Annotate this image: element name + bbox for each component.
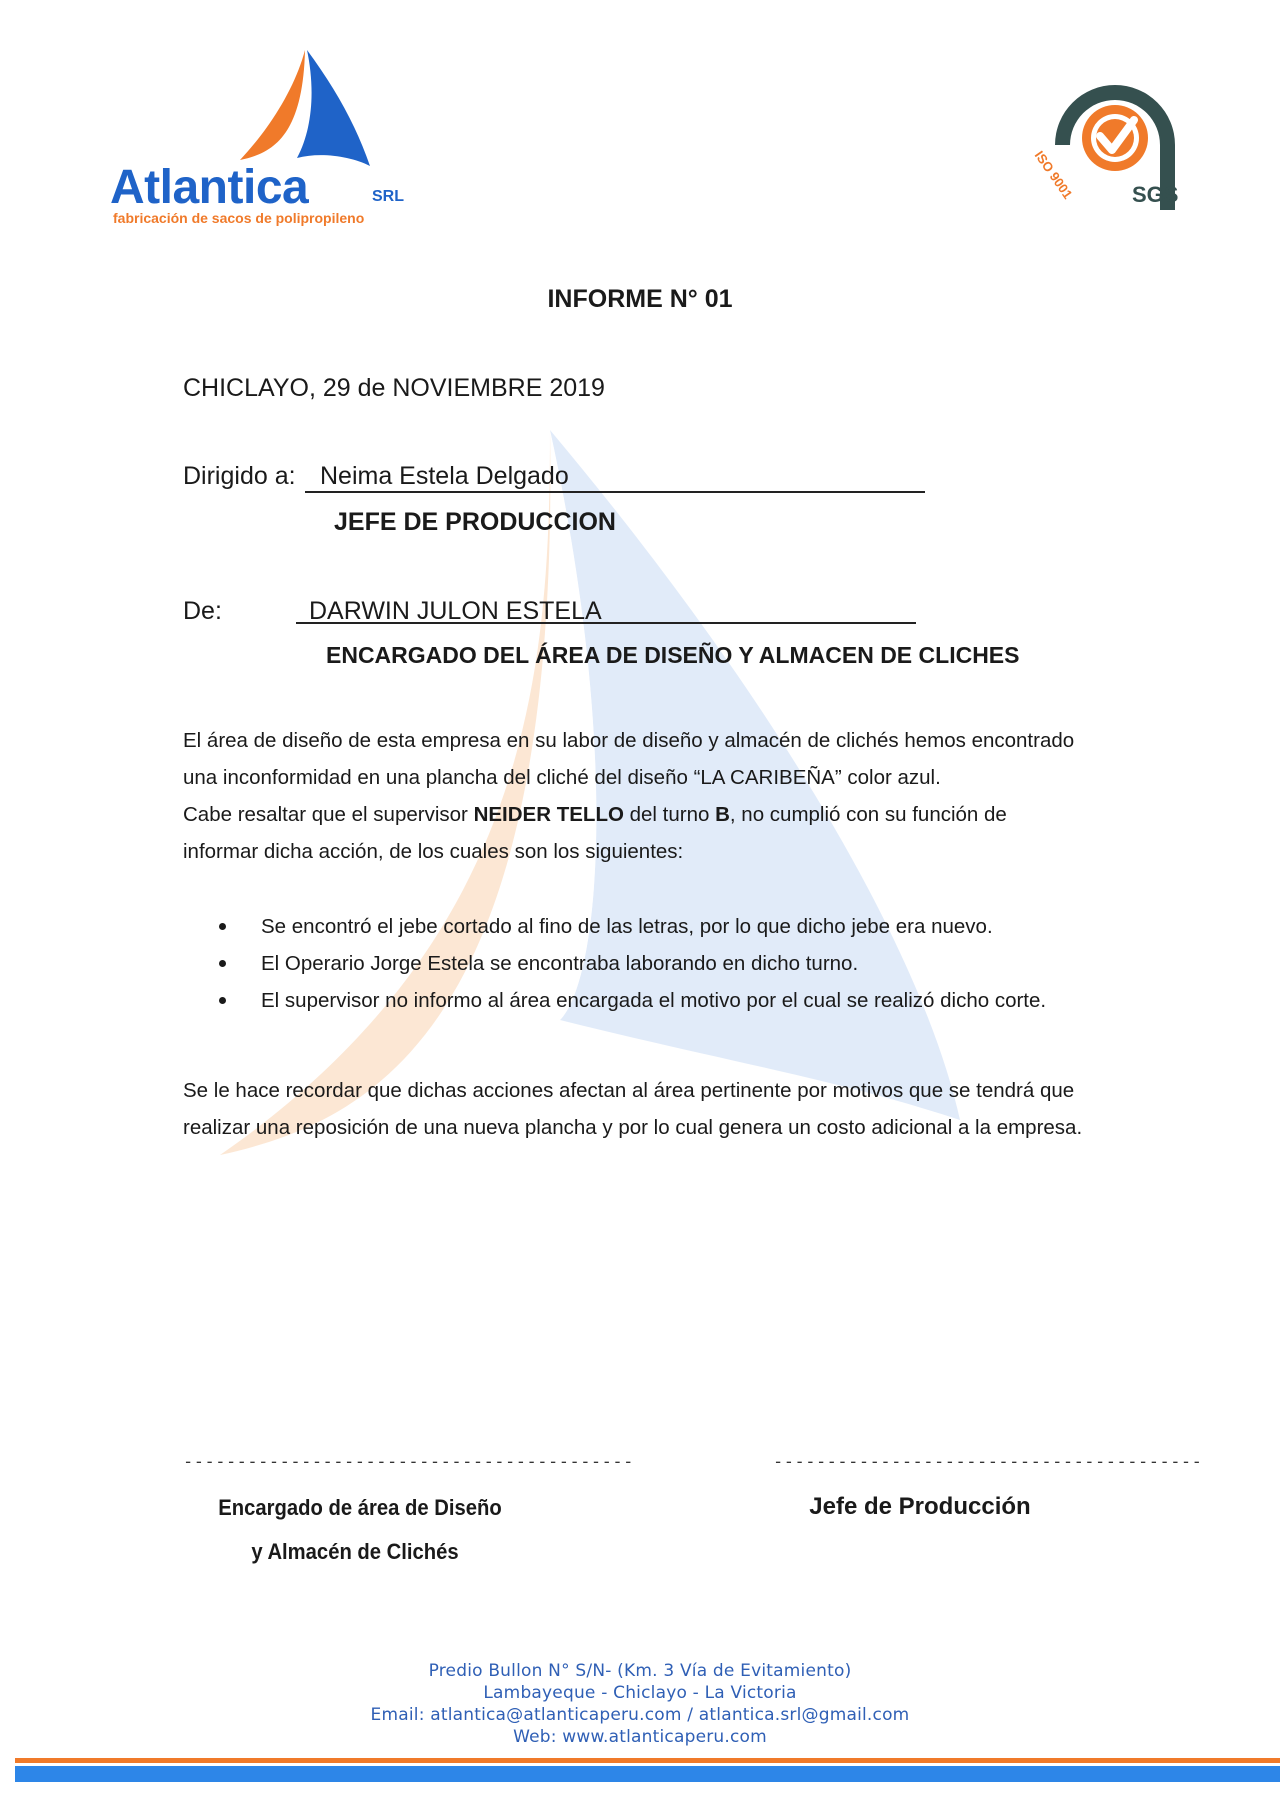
text-run: del turno: [623, 803, 716, 826]
iso-label: ISO 9001: [1031, 148, 1076, 202]
iso-sgs-certification-logo: [1031, 70, 1190, 220]
recipient-label: Dirigido a:: [183, 462, 296, 490]
footer-bar-orange: [15, 1758, 1280, 1763]
paragraph-line: [183, 796, 1128, 833]
sender-name: DARWIN JULON ESTELA: [309, 597, 602, 625]
list-item: [215, 982, 1115, 1019]
list-item-text: El Operario Jorge Estela se encontraba laborando en dicho turno.: [261, 952, 859, 975]
list-item-text: El supervisor no informo al área encargada el motivo por el cual se realizó dicho corte.: [261, 989, 1047, 1012]
sender-role: ENCARGADO DEL ÁREA DE DISEÑO Y ALMACEN DE CLICHES: [326, 642, 1020, 668]
list-item: [215, 945, 1115, 982]
paragraph-line: informar dicha acción, de los cuales son los siguientes:: [183, 840, 684, 863]
text-run: , no cumplió con su función de: [729, 803, 1007, 826]
date-line: CHICLAYO, 29 de NOVIEMBRE 2019: [183, 374, 605, 402]
recipient-underline: [305, 491, 925, 493]
recipient-name: Neima Estela Delgado: [320, 462, 569, 490]
bullet-icon: [219, 960, 226, 967]
signature-label-right: Jefe de Producción: [809, 1493, 1031, 1520]
findings-list: [215, 908, 1115, 1019]
signature-line-right: ----------------------------------------: [773, 1452, 1203, 1472]
footer-web: Web: www.atlanticaperu.com: [513, 1727, 767, 1747]
footer-email: Email: atlantica@atlanticaperu.com / atlantica.srl@gmail.com: [370, 1705, 910, 1725]
sender-label: De:: [183, 597, 222, 625]
brand-suffix: SRL: [372, 188, 404, 205]
list-item-text: Se encontró el jebe cortado al fino de las letras, por lo que dicho jebe era nuevo.: [261, 915, 993, 938]
sender-underline: [296, 622, 916, 624]
recipient-role: JEFE DE PRODUCCION: [334, 508, 616, 536]
signature-label-left: Encargado de área de Diseño: [218, 1495, 502, 1520]
body-paragraph-1: [183, 722, 1128, 870]
brand-tagline: fabricación de sacos de polipropileno: [113, 210, 365, 226]
document-title: INFORME N° 01: [547, 285, 733, 313]
shift-name: B: [715, 803, 730, 826]
brand-name: Atlantica: [110, 161, 309, 214]
footer-address: Predio Bullon N° S/N- (Km. 3 Vía de Evitamiento): [428, 1661, 852, 1681]
paragraph-line: Se le hace recordar que dichas acciones afectan al área pertinente por motivos que se tendrá que: [183, 1079, 1075, 1102]
signature-label-left-2: y Almacén de Clichés: [251, 1539, 459, 1564]
sail-icon: [185, 48, 385, 173]
paragraph-line: realizar una reposición de una nueva plancha y por lo cual genera un costo adicional a la empresa.: [183, 1116, 1083, 1139]
atlantica-logo: [110, 48, 440, 238]
signature-line-left: ------------------------------------------: [183, 1452, 634, 1472]
paragraph-line: El área de diseño de esta empresa en su labor de diseño y almacén de clichés hemos encontrado: [183, 729, 1075, 752]
supervisor-name: NEIDER TELLO: [473, 803, 624, 826]
list-item: [215, 908, 1115, 945]
body-paragraph-2: [183, 1072, 1128, 1146]
watermark-sail-logo: [200, 420, 1120, 1340]
sgs-label: SGS: [1132, 182, 1179, 207]
paragraph-line: una inconformidad en una plancha del cliché del diseño “LA CARIBEÑA” color azul.: [183, 766, 941, 789]
footer-bar-blue: [15, 1766, 1280, 1782]
footer-city: Lambayeque - Chiclayo - La Victoria: [483, 1683, 797, 1703]
bullet-icon: [219, 923, 226, 930]
text-run: Cabe resaltar que el supervisor: [183, 803, 474, 826]
bullet-icon: [219, 997, 226, 1004]
